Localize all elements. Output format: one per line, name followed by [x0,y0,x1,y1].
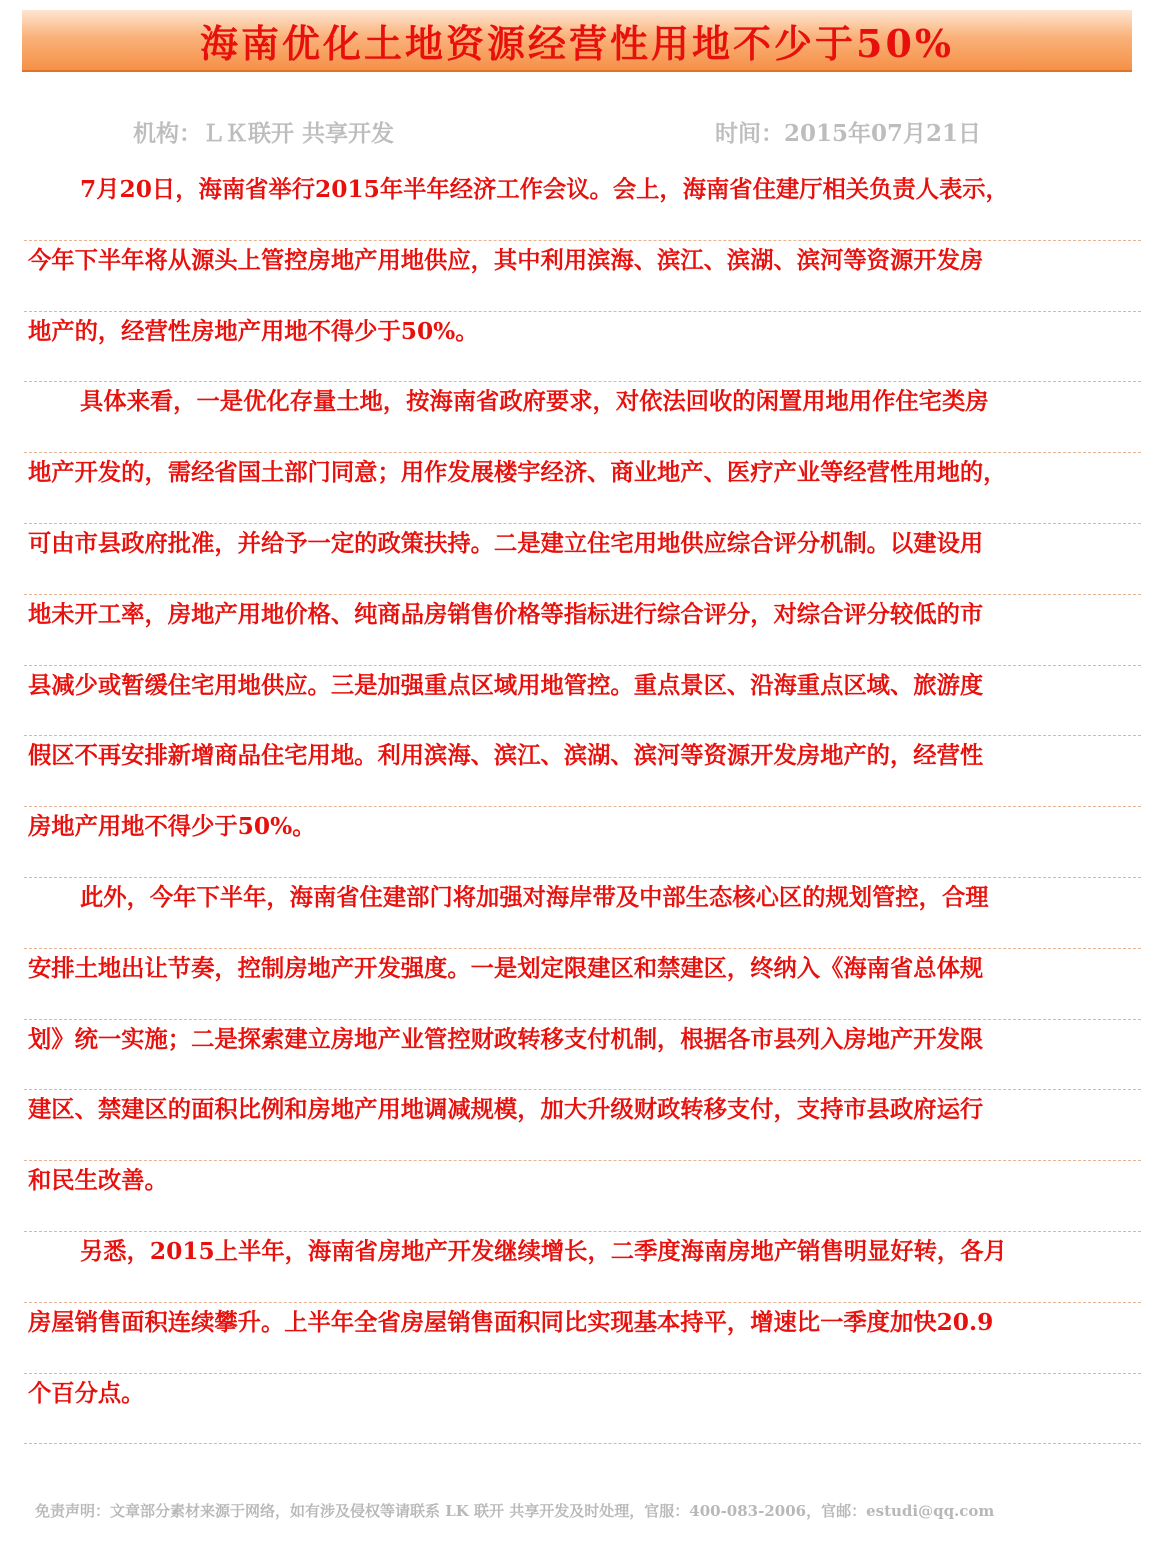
article-line: 可由市县政府批准，并给予一定的政策扶持。二是建立住宅用地供应综合评分机制。以建设用 [24,524,1141,595]
article-line: 安排土地出让节奏，控制房地产开发强度。一是划定限建区和禁建区，终纳入《海南省总体规 [24,949,1141,1020]
article-line: 今年下半年将从源头上管控房地产用地供应，其中利用滨海、滨江、滨湖、滨河等资源开发房 [24,241,1141,312]
article-line: 7月20日，海南省举行2015年半年经济工作会议。会上，海南省住建厅相关负责人表示， [24,170,1141,241]
article-line: 房屋销售面积连续攀升。上半年全省房屋销售面积同比实现基本持平，增速比一季度加快20.9 [24,1303,1141,1374]
article-line: 房地产用地不得少于50%。 [24,807,1141,878]
article-line: 地未开工率，房地产用地价格、纯商品房销售价格等指标进行综合评分，对综合评分较低的市 [24,595,1141,666]
article-line: 划》统一实施；二是探索建立房地产业管控财政转移支付机制，根据各市县列入房地产开发限 [24,1020,1141,1091]
article-line: 地产的，经营性房地产用地不得少于50%。 [24,312,1141,383]
article-line: 县减少或暂缓住宅用地供应。三是加强重点区域用地管控。重点景区、沿海重点区域、旅游度 [24,666,1141,737]
article-line: 地产开发的，需经省国土部门同意；用作发展楼宇经济、商业地产、医疗产业等经营性用地的， [24,453,1141,524]
article-line: 另悉，2015上半年，海南省房地产开发继续增长，二季度海南房地产销售明显好转，各月 [24,1232,1141,1303]
article-line: 此外，今年下半年，海南省住建部门将加强对海岸带及中部生态核心区的规划管控，合理 [24,878,1141,949]
title-banner [22,10,1132,72]
article-body [24,170,1141,1444]
org-label: 机构：ＬＫ联开 共享开发 [133,120,395,147]
article-line: 假区不再安排新增商品住宅用地。利用滨海、滨江、滨湖、滨河等资源开发房地产的，经营性 [24,736,1141,807]
article-line: 具体来看，一是优化存量土地，按海南省政府要求，对依法回收的闲置用地用作住宅类房 [24,382,1141,453]
publish-time: 时间：2015年07月21日 [715,120,982,147]
page-title: 海南优化土地资源经营性用地不少于50% [200,20,954,66]
article-line: 建区、禁建区的面积比例和房地产用地调减规模，加大升级财政转移支付，支持市县政府运行 [24,1090,1141,1161]
footer-disclaimer: 免责声明：文章部分素材来源于网络，如有涉及侵权等请联系 LK 联开 共享开发及时处理，官服：400-083-2006，官邮：estudi@qq.com [35,1502,995,1520]
article-line: 个百分点。 [24,1374,1141,1445]
article-line: 和民生改善。 [24,1161,1141,1232]
